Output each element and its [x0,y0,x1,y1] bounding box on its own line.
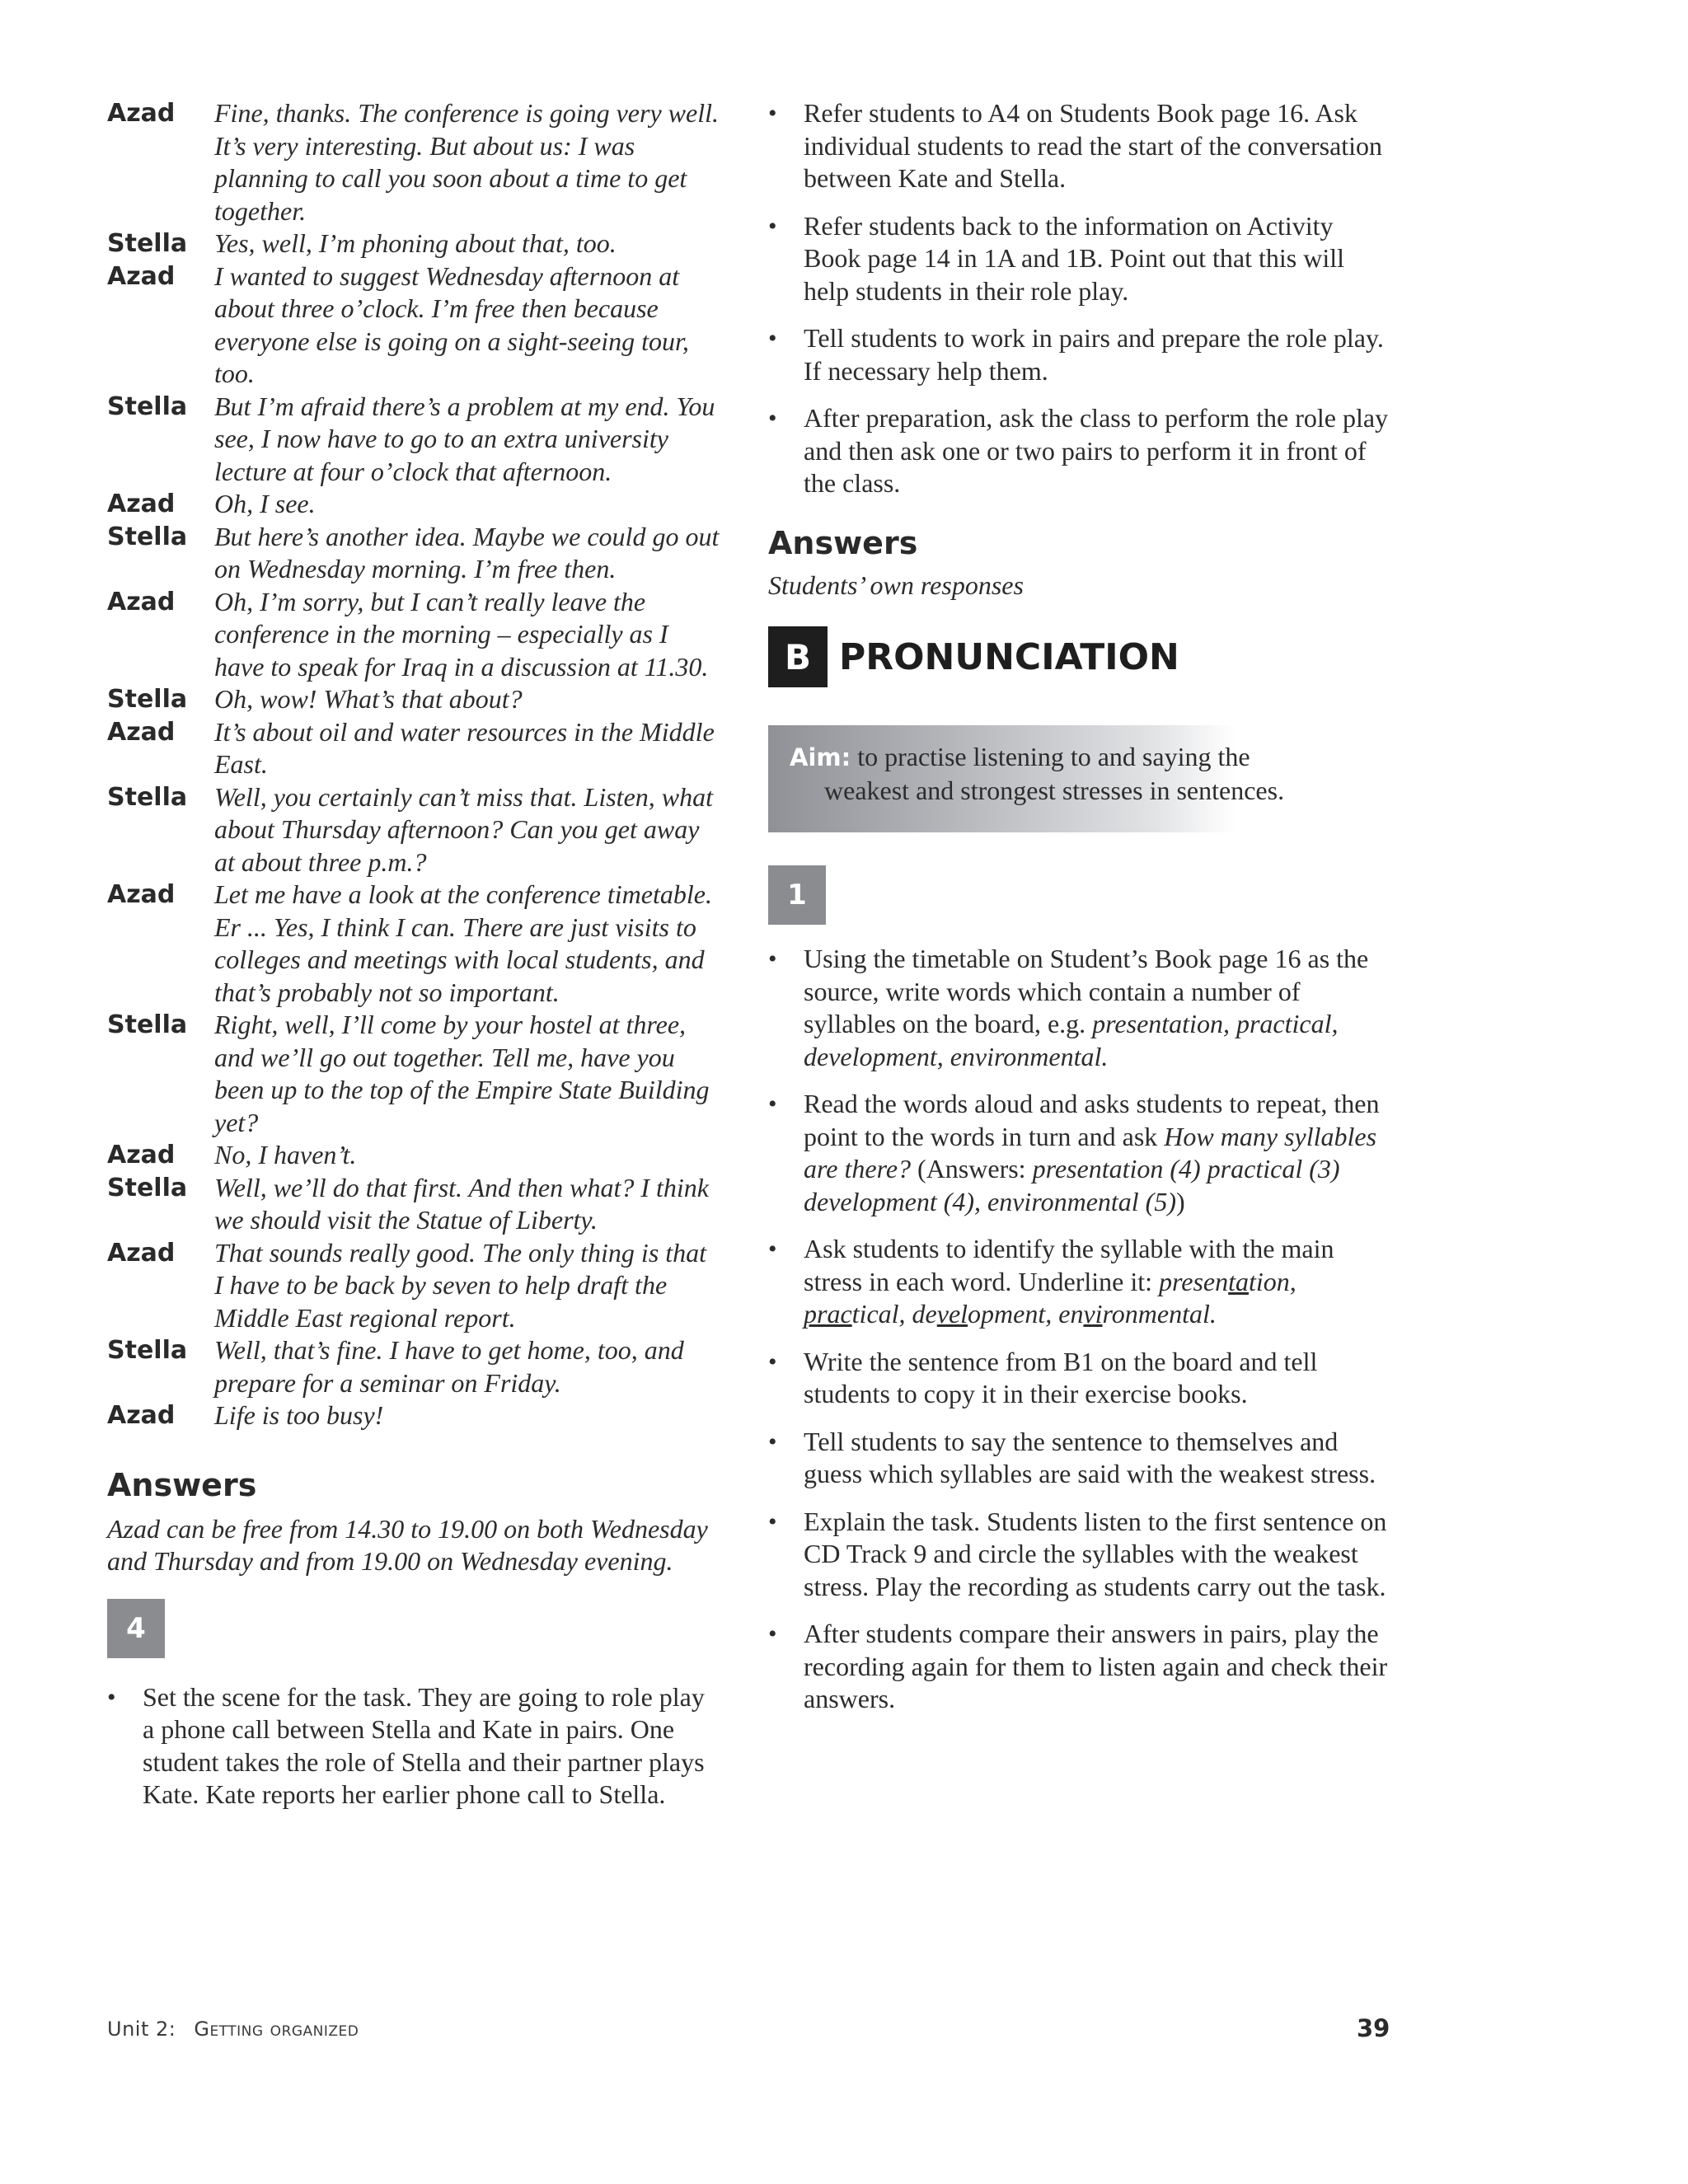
speaker-name: Stella [107,522,188,551]
speaker-name: Azad [107,1238,176,1268]
footer-unit-label [107,2018,359,2041]
left-column [107,97,721,1826]
dialogue-text: Right, well, I’ll come by your hostel at three, and we’ll go out together. Tell me, have you been up to the top of the Empire State Building yet? [214,1010,710,1137]
speaker-name: Stella [107,1010,188,1039]
stressed-syllable: vi [1083,1299,1103,1329]
dialogue-text: Well, we’ll do that first. And then what? I think we should visit the Statue of Liberty. [214,1172,709,1235]
word-part: ronmental. [1102,1299,1217,1329]
word-part: opment, [968,1299,1053,1329]
stressed-syllable: ta [1228,1266,1250,1296]
task-number-badge: 4 [107,1599,165,1658]
dialogue-line [107,683,721,716]
dialogue-line [107,260,721,391]
bullet-item: • Write the sentence from B1 on the board and tell students to copy it in their exercise books. [768,1346,1391,1411]
dialogue-line [107,488,721,521]
bullet-item: • Refer students back to the information on Activity Book page 14 in 1A and 1B. Point out that this will help students in their role play. [768,210,1391,308]
dialogue-line [107,879,721,1009]
speaker-name: Azad [107,99,176,128]
dialogue-text: Let me have a look at the conference timetable. Er ... Yes, I think I can. There are just visits to colleges and meetings with local students, and that’s probably not so important. [214,879,712,1007]
dialogue-line [107,1172,721,1237]
bullet-item: • Explain the task. Students listen to the first sentence on CD Track 9 and circle the syllables with the weakest stress. Play the recording as students carry out the task. [768,1506,1391,1604]
section-heading [768,626,1391,687]
question-text: How many syllables are there? [804,1121,1377,1183]
aim-text: to practise listening to and saying the [857,742,1250,771]
dialogue-line [107,97,721,227]
bullet-item: • Tell students to say the sentence to themselves and guess which syllables are said with the weakest stress. [768,1426,1391,1491]
aim-box [768,725,1391,832]
dialogue-text: Yes, well, I’m phoning about that, too. [214,228,617,258]
dialogue-text: No, I haven’t. [214,1140,357,1169]
bullet-text: Read the words aloud and asks students to repeat, then point to the words in turn and ask [804,1089,1380,1151]
dialogue-text: I wanted to suggest Wednesday afternoon at about three o’clock. I’m free then because everyone else is going on a sight-seeing tour, too. [214,260,689,388]
dialogue-text: Well, you certainly can’t miss that. Listen, what about Thursday afternoon? Can you get away at about three p.m.? [214,781,713,877]
bullet-item [768,1233,1391,1331]
speaker-name: Azad [107,1401,176,1430]
answers-text: Students’ own responses [768,569,1024,600]
dialogue-line [107,586,721,684]
word-part: tion, [1249,1266,1296,1296]
speaker-name: Stella [107,229,188,258]
dialogue-line [107,781,721,879]
dialogue-text: But I’m afraid there’s a problem at my end. You see, I now have to go to an extra university lecture at four o’clock that afternoon. [214,391,715,486]
answers-heading: Answers [107,1466,257,1503]
speaker-name: Azad [107,261,176,291]
bullet-text: Using the timetable on Student’s Book page 16 as the source, write words which contain a number of syllables on the board, e.g. [804,944,1369,1038]
dialogue-line [107,391,721,489]
section-title: PRONUNCIATION [839,635,1179,678]
dialogue-text: Oh, wow! What’s that about? [214,684,523,714]
footer-unit-title: Getting organized [194,2018,359,2041]
pronunciation-bullet-list [768,943,1391,1716]
answers-heading: Answers [768,524,918,561]
speaker-name: Stella [107,1336,188,1365]
footer-unit: Unit 2: [107,2018,176,2041]
speaker-name: Azad [107,1141,176,1169]
answer-words: presentation (4) practical (3) development (4), environmental (5) [804,1154,1340,1216]
dialogue-text: That sounds really good. The only thing is that I have to be back by seven to help draft the Middle East regional report. [214,1237,707,1333]
speaker-name: Azad [107,880,176,909]
dialogue-text: Well, that’s fine. I have to get home, too, and prepare for a seminar on Friday. [214,1335,684,1398]
dialogue-text: Life is too busy! [214,1400,384,1430]
stressed-syllable: vel [936,1299,968,1329]
example-words: presentation, practical, development, environmental. [804,1009,1339,1071]
dialogue-line [107,1009,721,1139]
speaker-name: Stella [107,685,188,714]
bullet-text: ) [1175,1186,1185,1216]
speaker-name: Stella [107,1173,188,1202]
aim-line [790,740,1370,774]
bullet-item: • After preparation, ask the class to perform the role play and then ask one or two pairs to perform it in front of the class. [768,402,1391,500]
dialogue-text: Fine, thanks. The conference is going very well. It’s very interesting. But about us: I was planning to call you soon about a time to get together. [214,98,719,226]
bullet-item [768,943,1391,1073]
word-part: tical, [851,1299,906,1329]
bullet-item: • Refer students to A4 on Students Book page 16. Ask individual students to read the start of the conversation between Kate and Stella. [768,97,1391,195]
bullet-text: (Answers: [917,1154,1026,1183]
aim-text: weakest and strongest stresses in sentences. [824,776,1285,805]
dialogue-text: Oh, I’m sorry, but I can’t really leave the conference in the morning – especially as I have to speak for Iraq in a discussion at 11.30. [214,586,709,682]
word-part: en [1058,1299,1084,1329]
word-part: de [912,1299,937,1329]
task-number-badge: 1 [768,865,826,925]
right-column [768,97,1391,1731]
page-number: 39 [1357,2014,1390,2042]
role-play-bullet-list [768,97,1391,500]
dialogue-line [107,1399,721,1432]
dialogue-text: It’s about oil and water resources in the Middle East. [214,716,715,779]
bullet-item: • After students compare their answers in pairs, play the recording again for them to listen again and check their answers. [768,1618,1391,1716]
bullet-item [768,1088,1391,1218]
dialogue-line [107,716,721,781]
bullet-text: Ask students to identify the syllable with the main stress in each word. Underline it: [804,1234,1334,1296]
dialogue [107,97,721,1432]
dialogue-line [107,1237,721,1335]
aim-label: Aim: [790,743,851,771]
dialogue-line [107,227,721,260]
speaker-name: Stella [107,391,188,421]
dialogue-text: But here’s another idea. Maybe we could go out on Wednesday morning. I’m free then. [214,521,720,583]
dialogue-line [107,1139,721,1172]
speaker-name: Azad [107,717,176,747]
bullet-item: • Set the scene for the task. They are going to role play a phone call between Stella and Kate in pairs. One student takes the role of Stella and their partner plays Kate. Kate reports her earlier phone call to Stella. [107,1681,721,1811]
word-part: presen [1159,1266,1229,1296]
answers-text: Azad can be free from 14.30 to 19.00 on both Wednesday and Thursday and from 19.00 on Wednesday evening. [107,1513,708,1576]
speaker-name: Azad [107,587,176,616]
speaker-name: Stella [107,782,188,812]
speaker-name: Azad [107,490,176,518]
bullet-item: • Tell students to work in pairs and prepare the role play. If necessary help them. [768,322,1391,387]
dialogue-line [107,521,721,586]
dialogue-line [107,1334,721,1399]
task4-bullet-list [107,1681,721,1811]
stressed-syllable: prac [804,1299,852,1329]
dialogue-text: Oh, I see. [214,489,316,518]
section-letter-badge: B [768,626,828,687]
